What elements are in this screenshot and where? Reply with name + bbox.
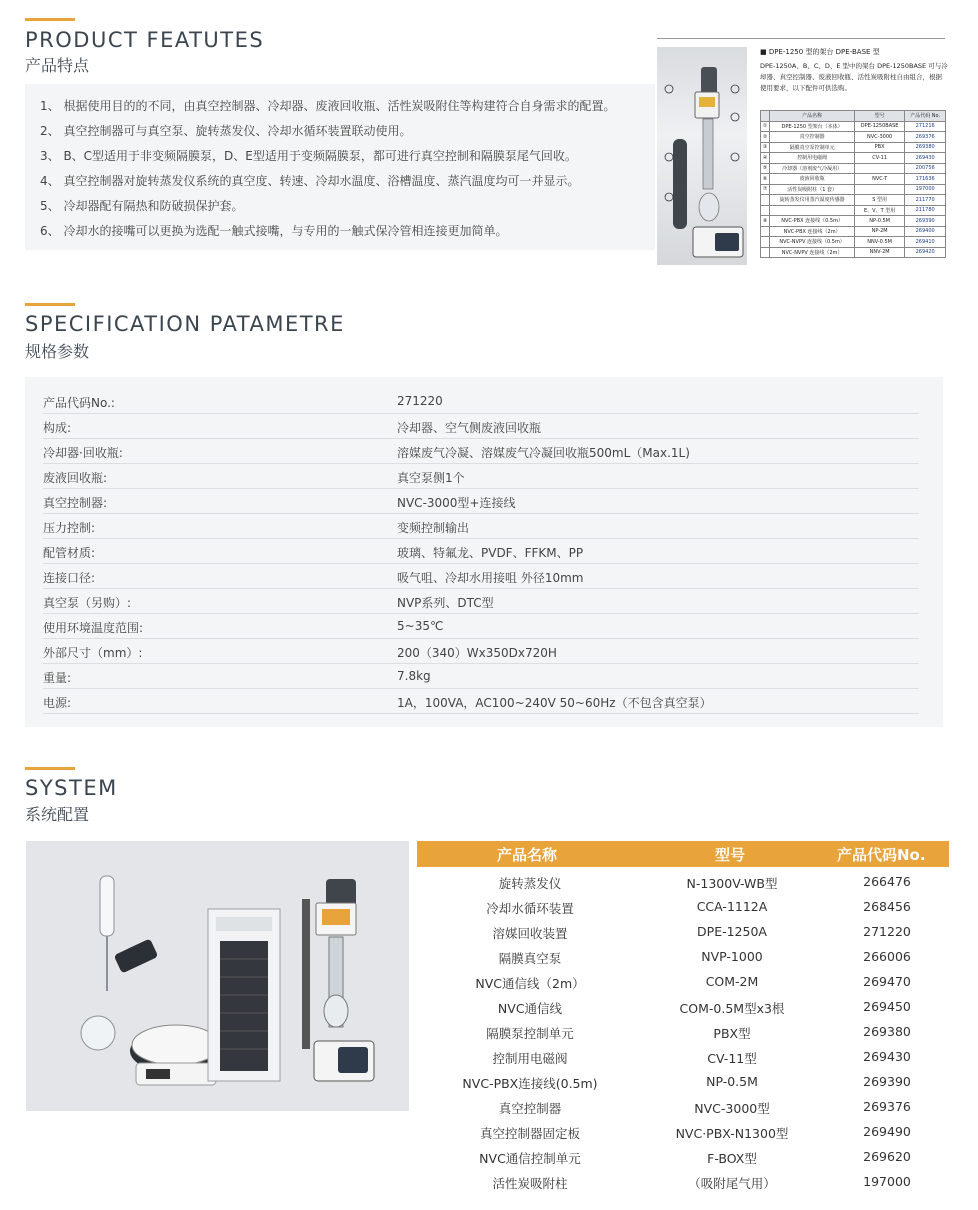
system-heading: SYSTEM	[25, 776, 118, 800]
catalog-title: ■ DPE-1250 型的架台 DPE-BASE 型	[760, 48, 880, 56]
feature-item: 2、 真空控制器可与真空泵、旋转蒸发仪、冷却水循环装置联动使用。	[40, 124, 412, 138]
spec-label: 真空泵（另购）:	[43, 596, 132, 610]
catalog-row: NVC-NVPV 连接线（0.5m） NNV-0.5M 269410	[761, 237, 946, 248]
spec-label: 真空控制器:	[43, 496, 108, 510]
catalog-row: ④ 控制用电磁阀 CV-11 269430	[761, 153, 946, 164]
catalog-row: ③ 隔膜真空泵控制单元 PBX 269380	[761, 142, 946, 153]
spec-row	[43, 664, 919, 689]
spec-value: 变频控制输出	[397, 521, 470, 535]
spec-value: 玻璃、特氟龙、PVDF、FFKM、PP	[397, 546, 584, 560]
feature-item: 1、 根据使用目的的不同，由真空控制器、冷却器、废液回收瓶、活性炭吸附住等构建符合自身需求的配置。	[40, 99, 616, 113]
spec-label: 连接口径:	[43, 571, 96, 585]
system-row: 控制用电磁阀 CV-11型 269430	[492, 1049, 911, 1066]
spec-value: 吸气咀、冷却水用接咀 外径10mm	[397, 571, 584, 585]
system-row: 隔膜泵控制单元 PBX型 269380	[486, 1024, 911, 1041]
spec-label: 配管材质:	[43, 546, 96, 560]
spec-row	[43, 514, 919, 539]
spec-label: 重量:	[43, 671, 72, 685]
spec-row	[43, 414, 919, 439]
catalog-row: ② 真空控制器 NVC-3000 269376	[761, 132, 946, 143]
spec-value: NVP系列、DTC型	[397, 596, 494, 610]
catalog-table	[760, 110, 946, 258]
spec-value: 7.8kg	[397, 669, 431, 683]
features-panel	[25, 84, 655, 250]
system-header-code: 产品代码No.	[837, 846, 926, 864]
spec-label: 废液回收瓶:	[43, 471, 108, 485]
section-accent-bar	[25, 767, 75, 770]
spec-row	[43, 439, 919, 464]
spec-row	[43, 614, 919, 639]
system-row: NVC通信线（2m） COM-2M 269470	[475, 974, 911, 991]
feature-item: 3、 B、C型适用于非变频隔膜泵，D、E型适用于变频隔膜泵，都可进行真空控制和隔膜泵尾气回收。	[40, 149, 577, 163]
evaporator-stand-illustration	[657, 47, 747, 265]
section-accent-bar	[25, 18, 75, 21]
spec-label: 压力控制:	[43, 521, 96, 535]
spec-row	[43, 539, 919, 564]
spec-value: NVC-3000型+连接线	[397, 496, 516, 510]
catalog-row: NVC-PBX 连接线（2m） NP-2M 269400	[761, 226, 946, 237]
feature-item: 5、 冷却器配有隔热和防破损保护套。	[40, 199, 244, 213]
system-row: NVC-PBX连接线(0.5m) NP-0.5M 269390	[462, 1074, 911, 1091]
spec-value: 溶媒废气冷凝、溶媒废气冷凝回收瓶500mL（Max.1L)	[397, 446, 690, 460]
section-accent-bar	[25, 303, 75, 306]
catalog-table-header: 产品名称 型号 产品代码 No.	[761, 111, 946, 122]
catalog-row: ① DPE-1250 型架台（本体） DPE-1250BASE 271216	[761, 121, 946, 132]
system-row: 旋转蒸发仪 N-1300V-WB型 266476	[498, 874, 911, 891]
catalog-row: ⑧ NVC-PBX 连接线（0.5m） NP-0.5M 269390	[761, 216, 946, 227]
spec-row	[43, 564, 919, 589]
system-header-name: 产品名称	[497, 846, 558, 864]
spec-value: 冷却器、空气侧废液回收瓶	[397, 421, 542, 435]
spec-row	[43, 589, 919, 614]
spec-row	[43, 464, 919, 489]
system-row: 真空控制器固定板 NVC·PBX-N1300型 269490	[479, 1124, 911, 1141]
spec-label: 冷却器·回收瓶:	[43, 446, 123, 460]
features-subheading: 产品特点	[25, 56, 90, 75]
spec-row	[43, 489, 919, 514]
catalog-row: ⑤ 冷却器（溶剂废气冷凝用） 200756	[761, 163, 946, 174]
system-product-photo	[26, 841, 409, 1111]
catalog-divider	[657, 38, 945, 39]
spec-row	[43, 389, 919, 414]
spec-value: 271220	[397, 394, 443, 408]
catalog-row: E、V、T 型用 211780	[761, 205, 946, 216]
system-subheading: 系统配置	[25, 805, 90, 824]
system-row: 隔膜真空泵 NVP-1000 266006	[498, 949, 911, 966]
spec-label: 使用环境温度范围:	[43, 621, 144, 635]
spec-label: 构成:	[43, 421, 72, 435]
catalog-row: NVC-NVPV 连接线（2m） NNV-2M 269420	[761, 247, 946, 258]
catalog-row: ⑦ 活性炭吸附柱（1 套） 197000	[761, 184, 946, 195]
system-table-header	[417, 841, 949, 867]
spec-value: 200（340）Wx350Dx720H	[397, 646, 557, 660]
features-heading: PRODUCT FEATUTES	[25, 28, 265, 52]
spec-row	[43, 639, 919, 664]
feature-item: 6、 冷却水的接嘴可以更换为选配一触式接嘴，与专用的一触式保冷管相连接更加简单。	[40, 224, 508, 238]
system-header-model: 型号	[715, 846, 746, 864]
spec-label: 外部尺寸（mm）:	[43, 646, 143, 660]
system-row: NVC通信线 COM-0.5M型x3根 269450	[497, 999, 911, 1016]
features-list	[25, 84, 655, 244]
system-row: 活性炭吸附柱 （吸附尾气用） 197000	[492, 1174, 911, 1191]
catalog-row: ⑥ 废液回收瓶 NVC-T 171636	[761, 174, 946, 185]
spec-value: 1A，100VA，AC100~240V 50~60Hz（不包含真空泵）	[397, 696, 712, 710]
system-row: NVC通信控制单元 F-BOX型 269620	[479, 1149, 911, 1166]
feature-item: 4、 真空控制器对旋转蒸发仪系统的真空度、转速、冷却水温度、浴槽温度、蒸汽温度均可一并显示。	[40, 174, 580, 188]
spec-value: 真空泵侧1个	[397, 471, 465, 485]
catalog-product-image	[657, 47, 747, 265]
system-row: 冷却水循环装置 CCA-1112A 268456	[486, 899, 911, 916]
system-row: 真空控制器 NVC-3000型 269376	[498, 1099, 911, 1116]
spec-table	[25, 377, 943, 727]
spec-row	[43, 689, 919, 714]
spec-heading: SPECIFICATION PATAMETRE	[25, 312, 345, 336]
spec-value: 5~35℃	[397, 619, 444, 633]
catalog-row: 旋转蒸发仪用蒸汽温度传感器 S 型用 211770	[761, 195, 946, 206]
spec-subheading: 规格参数	[25, 342, 90, 361]
system-equipment-illustration	[26, 841, 409, 1111]
catalog-description: DPE-1250A、B、C、D、E 型中的架台 DPE-1250BASE 可与冷却器、真空控制器、废液回收瓶、活性炭吸附柱自由组合，根据使用要求，以下配件可供选购。	[760, 62, 948, 92]
spec-label: 电源:	[43, 696, 72, 710]
system-row: 溶媒回收装置 DPE-1250A 271220	[492, 924, 911, 941]
spec-label: 产品代码No.:	[43, 396, 115, 410]
